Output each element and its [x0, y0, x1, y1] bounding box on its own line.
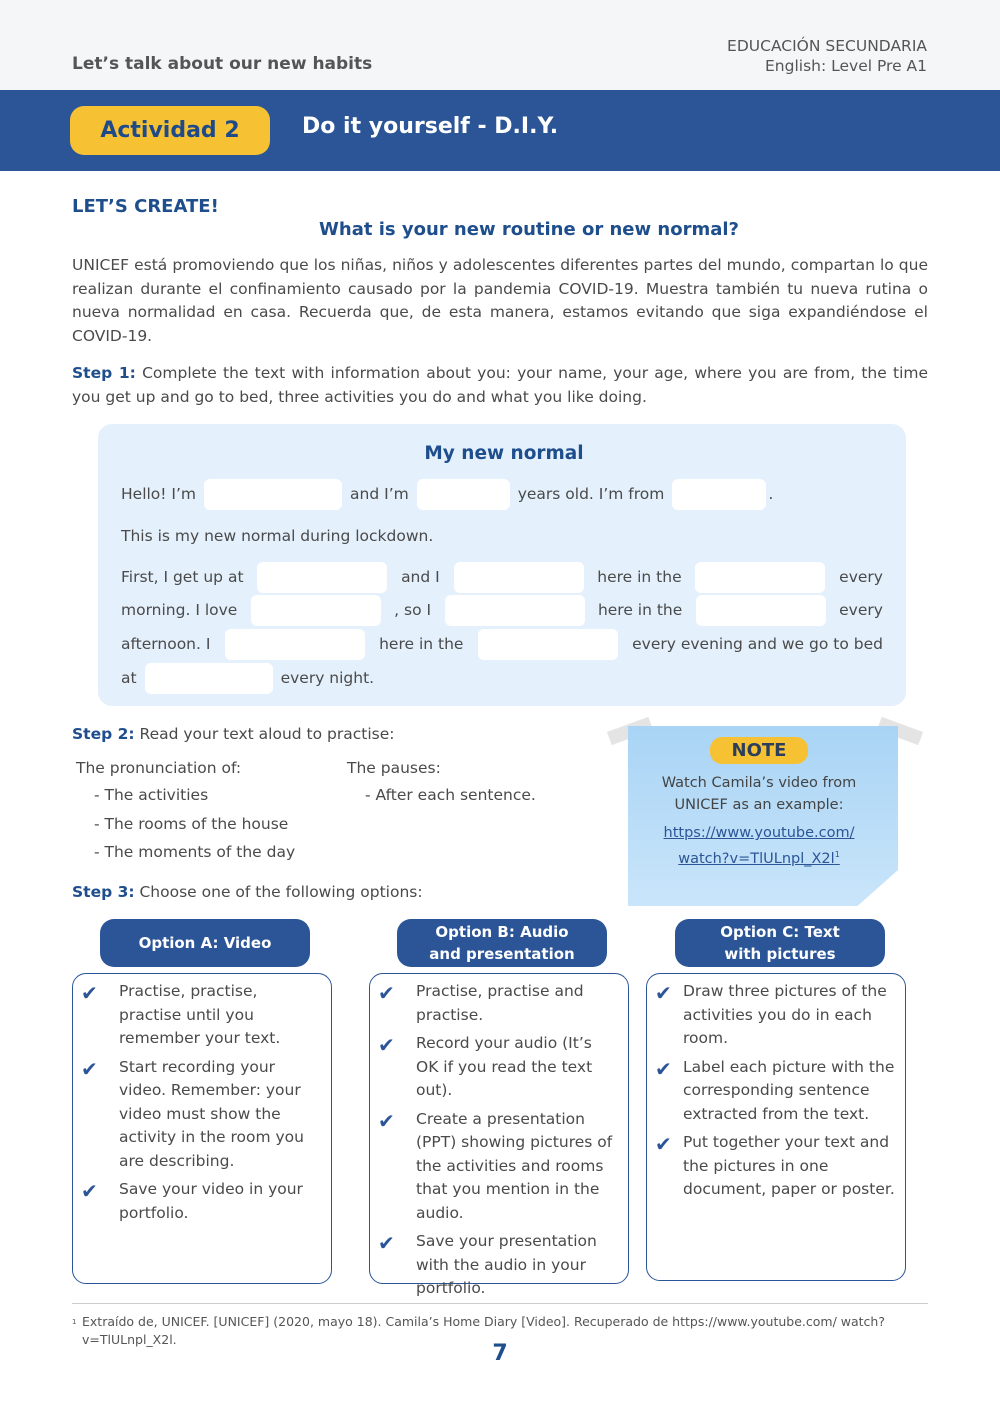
- level-line2: English: Level Pre A1: [765, 57, 927, 75]
- option-b-title: Option B: Audio and presentation: [429, 923, 575, 963]
- check-icon: ✔: [81, 1179, 98, 1203]
- video-link[interactable]: [628, 822, 890, 870]
- step2-label: Step 2:: [72, 725, 135, 743]
- footnote-divider: [72, 1303, 928, 1304]
- form-line-3: [121, 561, 883, 593]
- step3-text: [72, 881, 423, 905]
- header-subtitle: Let’s talk about our new habits: [72, 54, 373, 74]
- step3-label: Step 3:: [72, 883, 135, 901]
- form-text: Hello! I’m: [121, 485, 197, 503]
- page-number: 7: [492, 1341, 508, 1366]
- evening-room-input[interactable]: [478, 629, 618, 660]
- pronunciation-title: The pronunciation of:: [76, 759, 242, 777]
- check-icon: ✔: [378, 1033, 395, 1057]
- check-icon: ✔: [655, 1132, 672, 1156]
- activity-title: Do it yourself - D.I.Y.: [302, 114, 559, 139]
- form-text: morning. I love: [121, 601, 238, 619]
- name-input[interactable]: [204, 479, 342, 510]
- form-text: every: [839, 601, 883, 619]
- form-text: years old. I’m from: [517, 485, 665, 503]
- option-c-header: [675, 919, 885, 967]
- option-item: Practise, practise, practise until you remember your text.: [119, 982, 281, 1047]
- afternoon-activity-input[interactable]: [445, 595, 585, 626]
- level-info: [727, 36, 927, 76]
- morning-activity-input[interactable]: [454, 562, 584, 593]
- evening-activity-input[interactable]: [225, 629, 365, 660]
- pronunciation-column: [76, 759, 295, 867]
- check-icon: ✔: [378, 1231, 395, 1255]
- option-a-box: [72, 973, 332, 1284]
- intro-paragraph: UNICEF está promoviendo que los niñas, niños y adolescentes diferentes partes del mundo, compartan lo que realizan durante el confinamiento causado por la pandemia COVID-19. Muestra también tu nueva rutina o nueva normalidad en casa. Recuerda que, de esta manera, estamos evitando que siga expandiéndose el COVID-19.: [72, 256, 928, 345]
- form-text: every evening and we go to bed: [632, 635, 883, 653]
- form-text: and I’m: [350, 485, 409, 503]
- form-text: , so I: [394, 601, 432, 619]
- footnote-text: Extraído de, UNICEF. [UNICEF] (2020, mayo 18). Camila’s Home Diary [Video]. Recuperado de https://www.youtube.com/ watch?v=TlULnpl_X2l.: [82, 1314, 885, 1347]
- form-text: here in the: [597, 601, 683, 619]
- form-text: .: [768, 485, 774, 503]
- get-up-time-input[interactable]: [257, 562, 387, 593]
- check-icon: ✔: [378, 981, 395, 1005]
- morning-room-input[interactable]: [695, 562, 825, 593]
- form-text: every: [839, 568, 883, 586]
- form-text: This is my new normal during lockdown.: [121, 527, 434, 545]
- from-input[interactable]: [672, 479, 766, 510]
- option-item: Save your presentation with the audio in your portfolio.: [416, 1232, 597, 1297]
- form-text: here in the: [597, 568, 682, 586]
- section-heading: LET’S CREATE!: [72, 196, 219, 217]
- form-text: at: [121, 669, 137, 687]
- form-title: My new normal: [424, 443, 584, 464]
- form-line-1: [121, 478, 883, 510]
- form-line-5: [121, 628, 883, 660]
- bedtime-input[interactable]: [145, 663, 273, 694]
- pauses-column: [347, 759, 536, 810]
- pauses-title: The pauses:: [347, 759, 441, 777]
- list-item: - The activities: [94, 786, 209, 804]
- option-b-header: [397, 919, 607, 967]
- option-c-box: [646, 973, 906, 1281]
- form-line-2: [121, 520, 883, 552]
- form-text: First, I get up at: [121, 568, 244, 586]
- option-c-title: Option C: Text with pictures: [720, 923, 840, 963]
- afternoon-room-input[interactable]: [696, 595, 826, 626]
- section-question: What is your new routine or new normal?: [319, 219, 739, 240]
- option-b-box: [369, 973, 629, 1297]
- step3-instructions: Choose one of the following options:: [134, 883, 423, 901]
- check-icon: ✔: [81, 1056, 98, 1081]
- check-icon: ✔: [81, 981, 98, 1005]
- list-item: - The rooms of the house: [94, 814, 289, 833]
- video-link-line2[interactable]: watch?v=TlULnpl_X2l: [678, 850, 835, 867]
- form-line-6: [121, 662, 883, 694]
- form-line-4: [121, 594, 883, 626]
- option-item: Label each picture with the corresponding sentence extracted from the text.: [683, 1057, 895, 1123]
- age-input[interactable]: [417, 479, 510, 510]
- video-link-line1[interactable]: https://www.youtube.com/: [663, 825, 855, 841]
- note-badge: NOTE: [710, 737, 809, 764]
- list-item: - After each sentence.: [365, 786, 536, 804]
- step1-instructions: Complete the text with information about you: your name, your age, where you are from, the time you get up and go to bed, three activities you do and what you like doing.: [72, 364, 929, 406]
- option-item: Practise, practise and practise.: [416, 982, 584, 1024]
- footnote-mark: 1: [72, 1318, 77, 1326]
- form-text: and I: [401, 568, 440, 586]
- step2-text: [72, 723, 394, 747]
- option-item: Put together your text and the pictures in one document, paper or poster.: [683, 1133, 895, 1198]
- note-text: Watch Camila’s video from UNICEF as an example:: [661, 775, 857, 813]
- option-item: Draw three pictures of the activities you do in each room.: [683, 982, 887, 1047]
- option-item: Save your video in your portfolio.: [119, 1180, 303, 1222]
- form-text: here in the: [379, 635, 464, 653]
- step1-label: Step 1:: [72, 364, 136, 382]
- step1-text: [72, 362, 928, 409]
- check-icon: ✔: [655, 1056, 672, 1081]
- list-item: - The moments of the day: [94, 843, 296, 861]
- footnote-ref: 1: [834, 850, 840, 859]
- form-text: afternoon. I: [121, 635, 211, 653]
- note-content: [628, 726, 890, 870]
- option-item: Start recording your video. Remember: your video must show the activity in the room you are describing.: [119, 1057, 304, 1170]
- form-text: every night.: [280, 669, 375, 687]
- check-icon: ✔: [378, 1108, 395, 1133]
- level-line1: EDUCACIÓN SECUNDARIA: [727, 37, 927, 55]
- option-a-header: Option A: Video: [100, 919, 310, 967]
- step2-instructions: Read your text aloud to practise:: [134, 725, 395, 743]
- activity-badge: Actividad 2: [70, 106, 270, 155]
- love-input[interactable]: [251, 595, 381, 626]
- check-icon: ✔: [655, 981, 672, 1005]
- option-item: Record your audio (It’s OK if you read the text out).: [416, 1034, 593, 1099]
- option-item: Create a presentation (PPT) showing pictures of the activities and rooms that you mention in the audio.: [416, 1109, 613, 1222]
